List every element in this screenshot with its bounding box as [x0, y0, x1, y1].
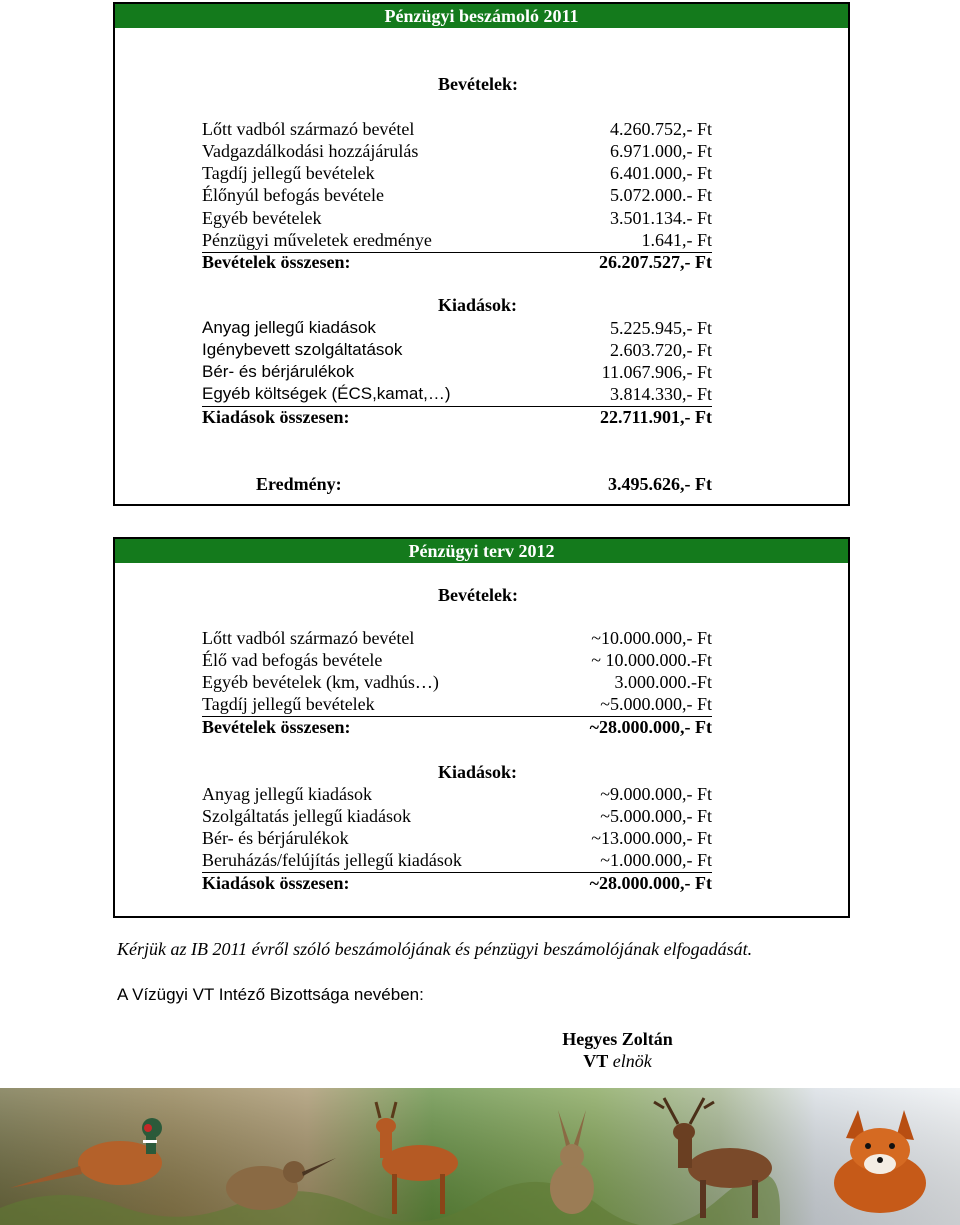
plan-expense-row: Bér- és bérjárulékok ~13.000.000,- Ft — [202, 828, 712, 848]
report-expense-row: Bér- és bérjárulékok 11.067.906,- Ft — [202, 362, 712, 382]
report-expense-row: Anyag jellegű kiadások 5.225.945,- Ft — [202, 318, 712, 338]
plan-income-total: Bevételek összesen: ~28.000.000,- Ft — [202, 717, 712, 737]
signatory-name: Hegyes Zoltán — [562, 1029, 673, 1049]
plan-expense-heading: Kiadások: — [438, 762, 518, 782]
signatory-role-title: elnök — [612, 1051, 652, 1071]
on-behalf-line: A Vízügyi VT Intéző Bizottsága nevében: — [117, 985, 424, 1004]
report-income-row: Egyéb bevételek 3.501.134.- Ft — [202, 208, 712, 228]
signatory-role — [500, 1051, 735, 1072]
plan-expense-row: Beruházás/felújítás jellegű kiadások ~1.000.000,- Ft — [202, 850, 712, 873]
report-income-row: Élőnyúl befogás bevétele 5.072.000.- Ft — [202, 185, 712, 205]
signatory-role-prefix: VT — [583, 1051, 609, 1071]
financial-report-2011 — [113, 2, 850, 506]
report-income-total: Bevételek összesen: 26.207.527,- Ft — [202, 252, 712, 272]
report-result-label: Eredmény: — [256, 474, 342, 494]
report-expense-total: Kiadások összesen: 22.711.901,- Ft — [202, 407, 712, 427]
plan-income-heading: Bevételek: — [438, 585, 518, 605]
report-income-heading: Bevételek: — [438, 74, 518, 94]
report-result-value: 3.495.626,- Ft — [608, 474, 712, 494]
plan-income-row: Élő vad befogás bevétele ~ 10.000.000.-Ft — [202, 650, 712, 670]
report-income-row: Pénzügyi műveletek eredménye 1.641,- Ft — [202, 230, 712, 253]
wildlife-photo-strip — [0, 1088, 960, 1225]
report-title: Pénzügyi beszámoló 2011 — [115, 4, 848, 28]
plan-income-row: Tagdíj jellegű bevételek ~5.000.000,- Ft — [202, 694, 712, 717]
plan-income-row: Lőtt vadból származó bevétel ~10.000.000,- Ft — [202, 628, 712, 648]
report-expense-heading: Kiadások: — [438, 295, 518, 315]
report-income-row: Vadgazdálkodási hozzájárulás 6.971.000,- Ft — [202, 141, 712, 161]
financial-plan-2012 — [113, 537, 850, 918]
plan-expense-row: Szolgáltatás jellegű kiadások ~5.000.000,- Ft — [202, 806, 712, 826]
approval-request: Kérjük az IB 2011 évről szóló beszámolójának és pénzügyi beszámolójának elfogadását. — [117, 939, 753, 959]
report-income-row: Tagdíj jellegű bevételek 6.401.000,- Ft — [202, 163, 712, 183]
plan-title: Pénzügyi terv 2012 — [115, 539, 848, 563]
report-income-row: Lőtt vadból származó bevétel 4.260.752,- Ft — [202, 119, 712, 139]
plan-expense-total: Kiadások összesen: ~28.000.000,- Ft — [202, 873, 712, 893]
plan-income-row: Egyéb bevételek (km, vadhús…) 3.000.000.-Ft — [202, 672, 712, 692]
report-expense-row: Igénybevett szolgáltatások 2.603.720,- Ft — [202, 340, 712, 360]
report-expense-row: Egyéb költségek (ÉCS,kamat,…) 3.814.330,- Ft — [202, 384, 712, 407]
plan-expense-row: Anyag jellegű kiadások ~9.000.000,- Ft — [202, 784, 712, 804]
